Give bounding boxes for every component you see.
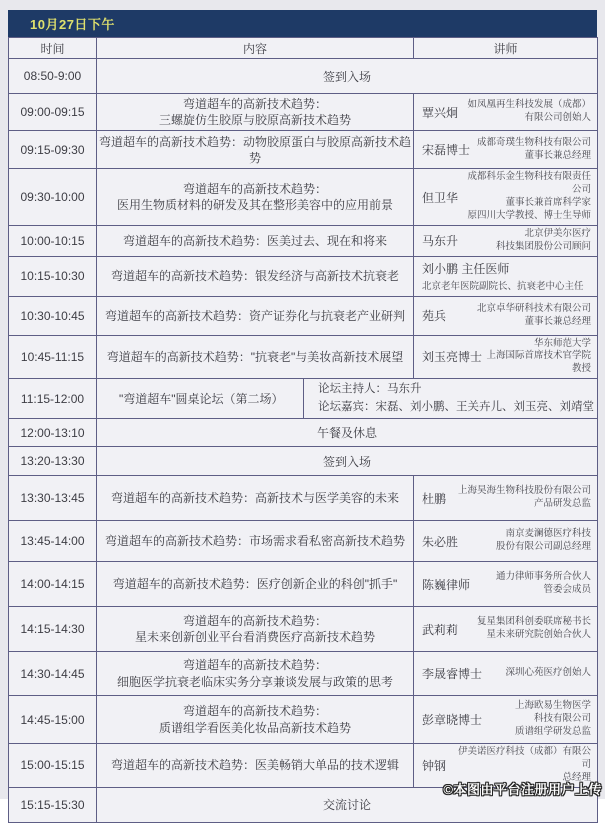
forum-people-cell [304,379,598,419]
speaker-name: 覃兴炯 [422,105,459,120]
topic-line: 弯道超车的高新技术趋势：动物胶原蛋白与胶原高新技术趋势 [99,134,412,165]
topic-line: 弯道超车的高新技术趋势：银发经济与高新技术抗衰老 [111,269,400,284]
agenda-table [8,37,598,823]
table-row [9,94,598,131]
time-cell: 11:15-12:00 [9,379,97,419]
column-header-row [9,38,598,59]
table-row [9,696,598,744]
table-row [9,607,598,652]
session-title-bar [8,10,597,37]
speaker-affiliation [486,667,591,680]
speaker-cell [414,696,598,744]
topic-line: 弯道超车的高新技术趋势："抗衰老"与美妆高新技术展望 [106,349,404,364]
speaker-affiliation-line: 复星集团科创委联席秘书长 [477,616,592,628]
topic-cell [97,562,414,607]
column-header-time: 时间 [9,38,97,59]
speaker-affiliation [474,571,591,597]
speaker-cell [414,562,598,607]
speaker-info [422,303,591,329]
speaker-info [422,485,591,511]
topic-cell [97,225,414,256]
speaker-affiliation-line: 上海欧易生物医学 [515,700,592,712]
table-row [9,296,598,335]
topic-cell [97,131,414,169]
column-header-content: 内容 [97,38,414,59]
speaker-affiliation-line: 董事长兼总经理 [524,315,592,327]
speaker-name: 刘玉亮博士 [422,350,483,365]
table-row [9,447,598,476]
speaker-cell [414,296,598,335]
topic-cell [97,744,414,787]
time-cell: 12:00-13:10 [9,419,97,447]
speaker-name: 刘小鹏 主任医师 [422,262,510,277]
speaker-affiliation [486,700,591,738]
table-row [9,225,598,256]
merged-content-cell: 交流讨论 [97,787,598,822]
topic-line: 弯道超车的高新技术趋势：医美过去、现在和将来 [123,233,388,248]
time-cell: 10:00-10:15 [9,225,97,256]
speaker-name: 宋磊博士 [422,143,471,158]
speaker-name: 但卫华 [422,190,459,205]
forum-line: 论坛主持人：马东升 [318,382,422,395]
time-cell: 14:00-14:15 [9,562,97,607]
speaker-cell [414,652,598,696]
speaker-info [422,616,591,642]
speaker-name: 钟钢 [422,758,447,773]
speaker-name: 苑兵 [422,309,447,324]
table-row [9,652,598,696]
speaker-cell [414,476,598,521]
column-header-speaker: 讲师 [414,38,598,59]
speaker-affiliation [462,171,591,222]
speaker-cell [414,169,598,225]
speaker-cell [414,607,598,652]
speaker-affiliation-line: 上海国际首席技术官学院教授 [486,350,592,375]
topic-cell [97,652,414,696]
speaker-name: 武莉莉 [422,622,459,637]
topic-cell [97,256,414,296]
time-cell: 13:45-14:00 [9,521,97,562]
time-cell: 09:00-09:15 [9,94,97,131]
speaker-affiliation-line: 股份有限公司副总经理 [496,541,592,553]
speaker-affiliation-line: 成都奇璞生物科技有限公司 [477,137,592,149]
watermark: ©本图由平台注册用户上传 [443,782,602,797]
speaker-affiliation-line: 华东师范大学 [534,337,592,349]
speaker-affiliation-line: 伊美诺医疗科技（成都）有限公司 [458,746,592,770]
topic-line: 三螺旋仿生胶原与胶原高新技术趋势 [159,113,352,128]
speaker-affiliation: 北京老年医院副院长、抗衰老中心主任 [422,281,584,293]
merged-content-cell: 签到入场 [97,59,598,94]
topic-line: 弯道超车的高新技术趋势： [183,97,328,111]
speaker-info [422,571,591,597]
topic-line: 星未来创新创业平台看消费医疗高新技术趋势 [135,630,376,645]
speaker-info [422,260,591,292]
time-cell: 10:45-11:15 [9,335,97,378]
topic-line: 弯道超车的高新技术趋势： [183,704,328,719]
speaker-affiliation [474,137,591,163]
speaker-affiliation [486,338,591,376]
table-row [9,335,598,378]
speaker-info [422,99,591,125]
speaker-affiliation [462,528,591,554]
speaker-affiliation [462,228,591,254]
time-cell: 13:20-13:30 [9,447,97,476]
time-cell: 10:30-10:45 [9,296,97,335]
speaker-affiliation-line: 管委会成员 [543,584,592,596]
speaker-cell [414,131,598,169]
topic-line: 医用生物质材料的研发及其在整形美容中的应用前景 [117,198,394,212]
topic-line: 质谱组学看医美化妆品高新技术趋势 [159,720,352,735]
speaker-affiliation-line: 有限公司创始人 [524,112,592,124]
time-cell: 15:15-15:30 [9,787,97,822]
speaker-info [422,228,591,254]
speaker-info [422,528,591,554]
speaker-cell [414,521,598,562]
speaker-name: 李晟睿博士 [422,667,483,682]
speaker-affiliation-line: 董事长兼总经理 [524,149,592,161]
speaker-cell [414,225,598,256]
topic-line: 弯道超车的高新技术趋势： [183,181,328,196]
speaker-affiliation-line: 北京伊美尔医疗 [524,227,592,239]
table-row [9,476,598,521]
speaker-cell [414,335,598,378]
speaker-name: 彭章晓博士 [422,713,483,728]
time-cell: 14:15-14:30 [9,607,97,652]
topic-line: 弯道超车的高新技术趋势： [183,658,328,673]
speaker-affiliation-line: 科技有限公司 [534,713,592,725]
speaker-affiliation-line: 原四川大学教授、博士生导师 [467,209,592,221]
forum-title-cell: "弯道超车"圆桌论坛（第二场） [97,379,304,419]
speaker-cell [414,94,598,131]
table-row [9,379,598,419]
time-cell: 13:30-13:45 [9,476,97,521]
topic-cell [97,169,414,225]
speaker-info [422,665,591,682]
speaker-affiliation-line: 上海昊海生物科技股份有限公司 [458,485,592,497]
time-cell: 08:50-9:00 [9,59,97,94]
table-row [9,169,598,225]
time-cell: 09:15-09:30 [9,131,97,169]
speaker-affiliation-line: 成都科乐金生物科技有限责任公司 [467,171,592,196]
speaker-affiliation [450,303,591,329]
merged-content-cell: 签到入场 [97,447,598,476]
topic-line: 弯道超车的高新技术趋势： [183,613,328,628]
speaker-info [422,700,591,738]
time-cell: 14:45-15:00 [9,696,97,744]
topic-cell [97,335,414,378]
topic-cell [97,696,414,744]
speaker-affiliation-line: 产品研发总监 [534,498,592,510]
table-row [9,419,598,447]
table-row [9,59,598,94]
time-cell: 14:30-14:45 [9,652,97,696]
speaker-affiliation-line: 通力律师事务所合伙人 [496,571,592,583]
speaker-name: 陈巍律师 [422,577,471,592]
speaker-affiliation [450,485,591,511]
merged-content-cell: 午餐及休息 [97,419,598,447]
topic-line: 弯道超车的高新技术趋势：医疗创新企业的科创"抓手" [112,576,398,591]
speaker-affiliation [462,616,591,642]
speaker-affiliation-line: 如凤凰再生科技发展（成都） [467,99,592,111]
speaker-affiliation-line: 董事长兼首席科学家 [505,197,592,208]
table-row [9,521,598,562]
table-row [9,131,598,169]
topic-cell [97,476,414,521]
speaker-info [422,171,591,222]
table-row [9,562,598,607]
time-cell: 15:00-15:15 [9,744,97,787]
topic-cell [97,607,414,652]
topic-cell [97,521,414,562]
topic-line: 弯道超车的高新技术趋势：市场需求看私密高新技术趋势 [105,533,406,548]
speaker-affiliation-line: 质谱组学研发总监 [515,725,592,737]
speaker-affiliation-line: 北京卓华研科技术有限公司 [477,302,592,314]
speaker-name: 杜鹏 [422,491,447,506]
speaker-affiliation-line: 科技集团股份公司顾问 [496,240,592,252]
session-title: 10月27日下午 [30,17,115,32]
agenda-card [8,10,597,823]
table-row [9,256,598,296]
speaker-affiliation-line: 总经理 [562,771,592,783]
speaker-affiliation-line: 深圳心苑医疗创始人 [505,667,592,679]
time-cell: 10:15-10:30 [9,256,97,296]
topic-cell [97,94,414,131]
speaker-affiliation-line: 星未来研究院创始合伙人 [486,629,592,641]
time-cell: 09:30-10:00 [9,169,97,225]
topic-line: 弯道超车的高新技术趋势：高新技术与医学美容的未来 [111,490,400,505]
speaker-name: 朱必胜 [422,534,459,549]
speaker-affiliation [462,99,591,125]
topic-cell [97,296,414,335]
speaker-info [422,338,591,376]
forum-line: 论坛嘉宾：宋磊、刘小鹏、王关卉儿、刘玉亮、刘靖堂 [318,400,594,413]
topic-line: 弯道超车的高新技术趋势：医美畅销大单品的技术逻辑 [111,758,400,773]
speaker-info [422,137,591,163]
speaker-name: 马东升 [422,234,459,249]
topic-line: 细胞医学抗衰老临床实务分享兼谈发展与政策的思考 [117,674,394,689]
topic-line: 弯道超车的高新技术趋势：资产证券化与抗衰老产业研判 [105,308,406,323]
speaker-affiliation-line: 南京麦澜德医疗科技 [505,528,592,540]
speaker-cell [414,256,598,296]
